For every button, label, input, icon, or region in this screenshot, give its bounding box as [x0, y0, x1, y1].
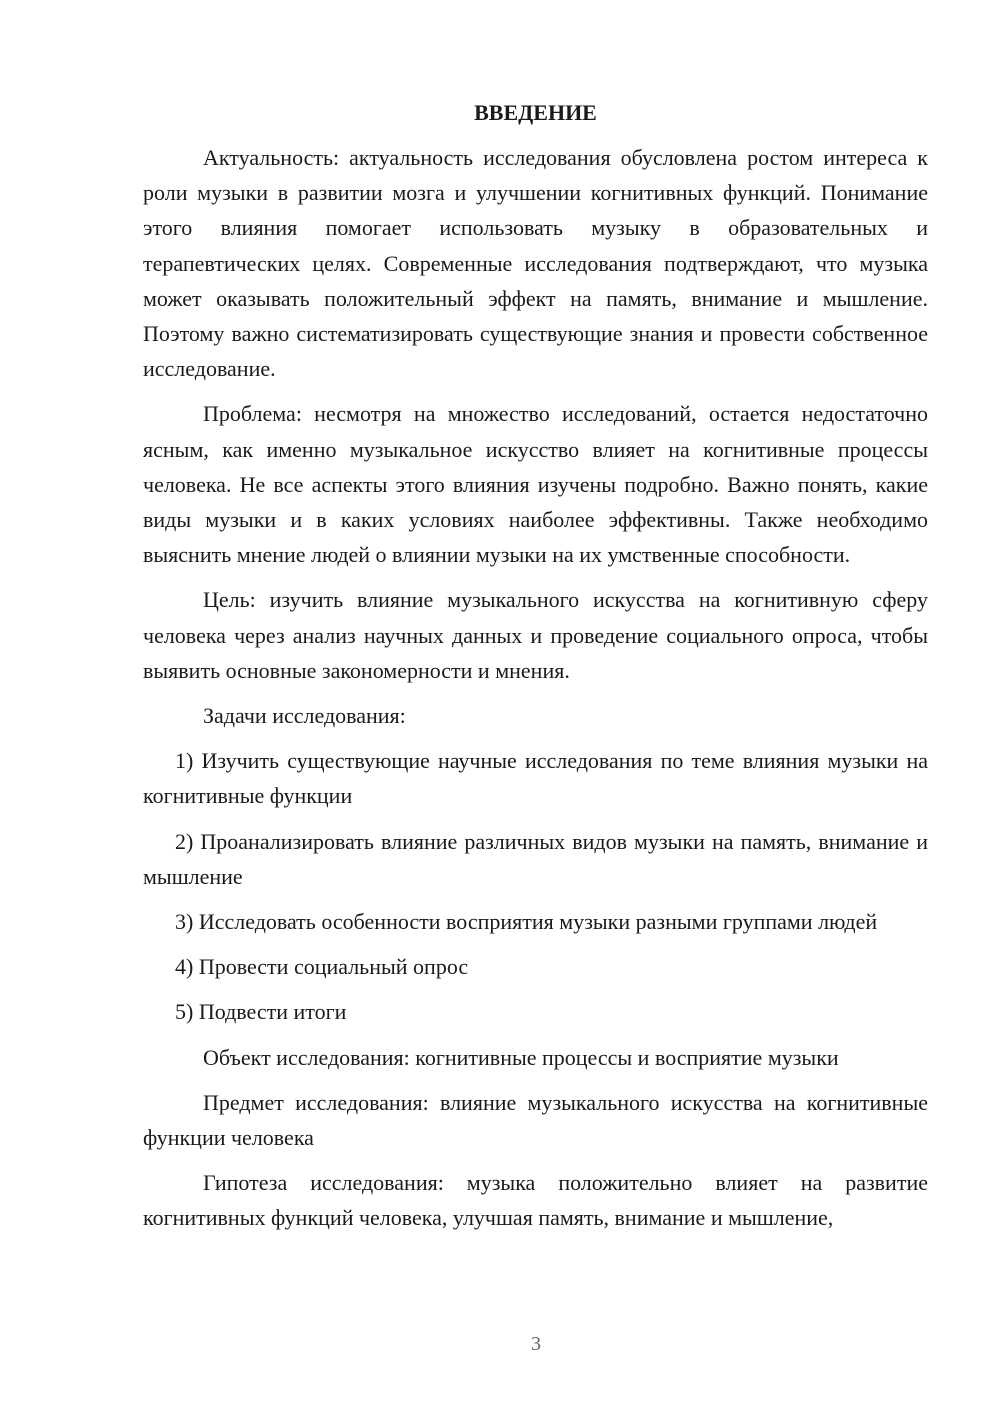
task-item-4: 4) Провести социальный опрос: [175, 954, 469, 980]
task-item-3: 3) Исследовать особенности восприятия музыки разными группами людей: [175, 909, 878, 935]
task-item-2: 2) Проанализировать влияние различных видов музыки на память, внимание и мышление: [143, 828, 928, 889]
document-body: [143, 95, 928, 1236]
page-title: ВВЕДЕНИЕ: [474, 100, 597, 125]
paragraph-hypothesis: Гипотеза исследования: музыка положительно влияет на развитие когнитивных функций человека, улучшая память, внимание и мышление,: [143, 1170, 928, 1231]
task-item-1: 1) Изучить существующие научные исследования по теме влияния музыки на когнитивные функции: [143, 748, 928, 809]
paragraph-relevance: Актуальность: актуальность исследования обусловлена ростом интереса к роли музыки в развитии мозга и улучшении когнитивных функций. Понимание этого влияния помогает использовать музыку в образовательных и терапевтических целях. Современные исследования подтверждают, что музыка может оказывать положительный эффект на память, внимание и мышление. Поэтому важно систематизировать существующие знания и провести собственное исследование.: [143, 145, 928, 382]
paragraph-subject: Предмет исследования: влияние музыкального искусства на когнитивные функции человека: [143, 1089, 928, 1151]
page-number: 3: [531, 1333, 541, 1355]
task-item-5: 5) Подвести итоги: [175, 999, 347, 1025]
paragraph-object: Объект исследования: когнитивные процессы и восприятие музыки: [203, 1044, 839, 1070]
tasks-heading: Задачи исследования:: [203, 703, 406, 729]
paragraph-problem: Проблема: несмотря на множество исследований, остается недостаточно ясным, как именно музыкальное искусство влияет на когнитивные процессы человека. Не все аспекты этого влияния изучены подробно. Важно понять, какие виды музыки и в каких условиях наиболее эффективны. Также необходимо выяснить мнение людей о влиянии музыки на их умственные способности.: [143, 401, 928, 568]
paragraph-goal: Цель: изучить влияние музыкального искусства на когнитивную сферу человека через анализ научных данных и проведение социального опроса, чтобы выявить основные закономерности и мнения.: [143, 587, 928, 683]
